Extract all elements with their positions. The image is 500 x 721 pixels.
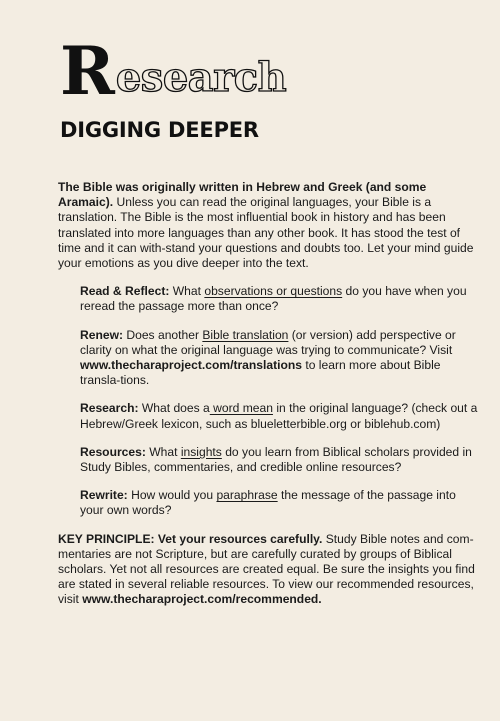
page-subtitle: DIGGING DEEPER: [60, 118, 259, 142]
step-text: in the original language? (check out a Hebrew/Greek lexicon, such as blueletterbible.org or biblehub.com): [80, 401, 478, 431]
step-highlight: insights: [180, 444, 222, 459]
recommended-link[interactable]: www.thecharaproject.com/recommended.: [82, 592, 322, 607]
step-text: Does another: [123, 327, 203, 342]
step-rewrite: [80, 488, 478, 518]
intro-lead: The Bible was originally written in Hebrew and Greek (and some Aramaic).: [58, 180, 427, 210]
translations-link[interactable]: www.thecharaproject.com/translations: [80, 358, 302, 373]
step-renew: [80, 328, 478, 389]
step-label: Renew:: [80, 327, 124, 342]
intro-paragraph: [58, 180, 478, 271]
step-text: the message of the passage into your own words?: [80, 488, 456, 518]
step-highlight: observations or questions: [204, 284, 343, 299]
step-resources: [80, 445, 478, 475]
step-text: to learn more about Bible transla-tions.: [80, 358, 441, 388]
step-text: What: [169, 284, 205, 299]
title-rest: esearch: [115, 54, 287, 101]
content: [58, 180, 478, 608]
step-label: Read & Reflect:: [80, 284, 170, 299]
step-highlight: paraphrase: [216, 488, 278, 503]
page-title: [60, 32, 287, 110]
step-label: Resources:: [80, 444, 146, 459]
step-text: What: [145, 444, 181, 459]
step-highlight: word mean: [209, 401, 273, 416]
step-research: [80, 401, 478, 431]
steps-list: [58, 284, 478, 518]
key-body: Study Bible notes and com-mentaries are not Scripture, but are carefully curated by groups of Biblical scholars. Yet not all resources are created equal. Be sure the insights you find are stated in several reliable resources. To view our recommended resources, visit: [58, 531, 475, 607]
step-highlight: Bible translation: [202, 327, 289, 342]
step-label: Rewrite:: [80, 488, 128, 503]
step-text: do you learn from Biblical scholars provided in Study Bibles, commentaries, and credible online resources?: [80, 444, 472, 475]
step-text: do you have when you reread the passage more than once?: [80, 284, 467, 314]
intro-body: Unless you can read the original languages, your Bible is a translation. The Bible is the most influential book in history and has been translated into more languages than any other book. It has stood the test of time and it can with-stand your questions and doubts too. Let your mind guide your emotions as you dive deeper into the text.: [58, 195, 474, 271]
step-text: (or version) add perspective or clarity on what the original language was trying to communicate? Visit: [80, 327, 456, 357]
title-initial: R: [60, 32, 115, 110]
step-text: What does a: [138, 401, 210, 416]
key-principle: [58, 532, 478, 608]
key-label: KEY PRINCIPLE: Vet your resources carefully.: [58, 531, 323, 546]
step-read-reflect: [80, 284, 478, 314]
step-text: How would you: [127, 488, 217, 503]
step-label: Research:: [80, 401, 139, 416]
